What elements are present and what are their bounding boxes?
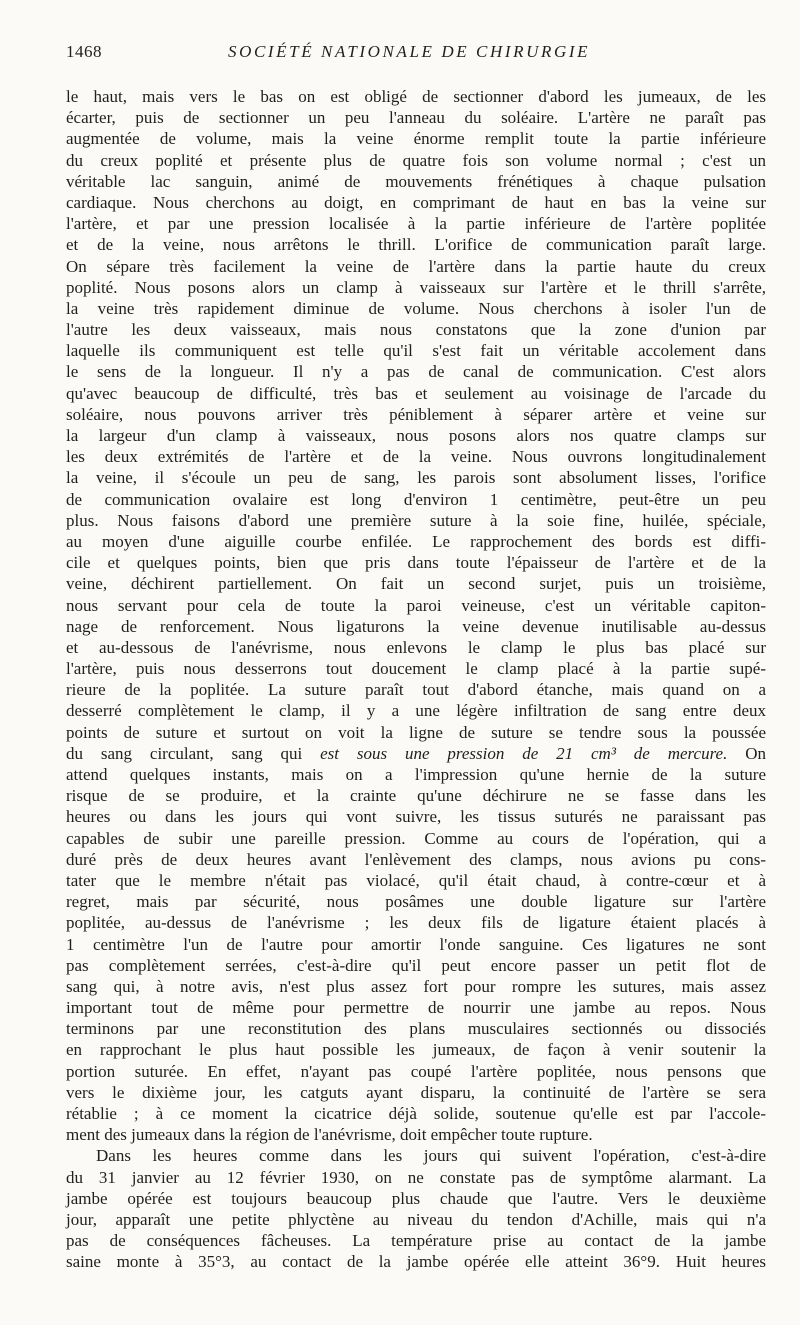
text-line: ment des jumeaux dans la région de l'anévrisme, doit empêcher toute rupture. (66, 1125, 593, 1145)
text-line: poplité. Nous posons alors un clamp à vaisseaux sur l'artère et le thrill s'arrête, (66, 277, 766, 297)
text-line: l'autre les deux vaisseaux, mais nous constatons que la zone d'union par (66, 320, 766, 340)
text-line: jour, apparaît une petite phlyctène au niveau du tendon d'Achille, mais qui n'a (66, 1209, 766, 1229)
text-line: augmentée de volume, mais la veine énorme remplit toute la partie inférieure (66, 129, 766, 149)
text-line: regret, mais par sécurité, nous posâmes une double ligature sur l'artère (66, 892, 766, 912)
text-line: laquelle ils communiquent est telle qu'il s'est fait un véritable accolement dans (66, 341, 766, 361)
text-line: On sépare très facilement la veine de l'artère dans la partie haute du creux (66, 256, 766, 276)
text-line: rétablie ; à ce moment la cicatrice déjà solide, soutenue qu'elle est par l'accole- (66, 1104, 766, 1123)
text-line: soléaire, nous pouvons arriver très péniblement à séparer artère et veine sur (66, 404, 766, 424)
text-line: terminons par une reconstitution des plans musculaires sectionnés ou dissociés (66, 1019, 766, 1039)
text-line: poplitée, au-dessus de l'anévrisme ; les deux fils de ligature étaient placés à (66, 913, 766, 933)
text-line: capables de subir une pareille pression. Comme au cours de l'opération, qui a (66, 828, 766, 848)
text-line: duré près de deux heures avant l'enlèvement des clamps, nous avions pu cons- (66, 849, 766, 869)
text-line: véritable lac sanguin, animé de mouvements frénétiques à chaque pulsation (66, 171, 766, 191)
running-title: SOCIÉTÉ NATIONALE DE CHIRURGIE (228, 42, 591, 61)
text-line: qu'avec beaucoup de difficulté, très bas et seulement au voisinage de l'arcade du (66, 383, 766, 403)
text-line: risque de se produire, et la crainte qu'une déchirure ne se fasse dans les (66, 786, 766, 806)
text-line: la veine, il s'écoule un peu de sang, les parois sont absolument lisses, l'orifice (66, 468, 766, 488)
text-line-with-italic (66, 743, 766, 764)
text-line: vers le dixième jour, les catguts ayant disparu, la continuité de l'artère se sera (66, 1082, 766, 1102)
text-line: l'artère, et par une pression localisée à la partie inférieure de l'artère poplitée (66, 214, 766, 234)
text-line: de communication ovalaire est long d'environ 1 centimètre, peut-être un peu (66, 489, 766, 509)
paragraph-first-line: Dans les heures comme dans les jours qui suivent l'opération, c'est-à-dire (96, 1146, 766, 1166)
text-line: portion suturée. En effet, n'ayant pas coupé l'artère poplitée, nous pensons que (66, 1061, 766, 1081)
text-line: et de la veine, nous arrêtons le thrill. L'orifice de communication paraît large. (66, 235, 766, 255)
text-line: du 31 janvier au 12 février 1930, on ne constate pas de symptôme alarmant. La (66, 1167, 766, 1187)
text-segment: du sang circulant, sang qui (66, 743, 321, 763)
text-line: veine, déchirent partiellement. On fait un second surjet, puis un troisième, (66, 574, 766, 594)
text-line: au moyen d'une aiguille courbe enfilée. Le rapprochement des bords est diffi- (66, 531, 766, 551)
text-line: important tout de même pour permettre de nourrir une jambe au repos. Nous (66, 998, 766, 1018)
text-line: heures ou dans les jours qui vont suivre, les tissus suturés ne paraissant pas (66, 807, 766, 827)
text-line: desserré complètement le clamp, il y a une légère infiltration de sang entre deux (66, 701, 766, 721)
text-line: en rapprochant le plus haut possible les jumeaux, de façon à venir soutenir la (66, 1040, 766, 1060)
text-line: la veine très rapidement diminue de volume. Nous cherchons à isoler l'un de (66, 298, 766, 318)
text-line: l'artère, puis nous desserrons tout doucement le clamp placé à la partie supé- (66, 659, 766, 679)
text-segment: On (727, 743, 767, 763)
text-line: plus. Nous faisons d'abord une première suture à la soie fine, huilée, spéciale, (66, 510, 766, 530)
text-line: la largeur d'un clamp à vaisseaux, nous posons alors nos quatre clamps sur (66, 426, 766, 445)
text-line: pas de conséquences fâcheuses. La température prise au contact de la jambe (66, 1231, 766, 1251)
text-line: cardiaque. Nous cherchons au doigt, en comprimant de haut en bas la veine sur (66, 192, 766, 212)
text-line: tater que le membre n'était pas violacé, qu'il était chaud, à contre-cœur et à (66, 870, 766, 890)
text-line: 1 centimètre l'un de l'autre pour amortir l'onde sanguine. Ces ligatures ne sont (66, 934, 766, 954)
text-line: points de suture et surtout on voit la ligne de suture se tendre sous la poussée (66, 722, 766, 742)
text-line: cile et quelques points, bien que pris dans toute l'épaisseur de l'artère et de la (66, 553, 766, 573)
text-line: pas complètement serrées, c'est-à-dire qu'il peut encore passer un petit flot de (66, 955, 766, 975)
text-line: nage de renforcement. Nous ligaturons la veine devenue inutilisable au-dessus (66, 616, 766, 636)
text-line: jambe opérée est toujours beaucoup plus chaude que l'autre. Vers le deuxième (66, 1188, 766, 1208)
text-line: les deux extrémités de l'artère et de la veine. Nous ouvrons longitudinalement (66, 447, 766, 467)
text-line: nous servant pour cela de toute la paroi veineuse, c'est un véritable capiton- (66, 595, 766, 615)
text-line: écarter, puis de sectionner un peu l'anneau du soléaire. L'artère ne paraît pas (66, 108, 766, 128)
text-line: attend quelques instants, mais on a l'impression qu'une hernie de la suture (66, 765, 766, 784)
text-line: le sens de la longueur. Il n'y a pas de canal de communication. C'est alors (66, 362, 766, 382)
text-line: saine monte à 35°3, au contact de la jambe opérée elle atteint 36°9. Huit heures (66, 1252, 766, 1272)
text-line: du creux poplité et présente plus de quatre fois son volume normal ; c'est un (66, 150, 766, 170)
text-line: le haut, mais vers le bas on est obligé de sectionner d'abord les jumeaux, de les (66, 87, 766, 106)
text-line: rieure de la poplitée. La suture paraît tout d'abord étanche, mais quand on a (66, 680, 766, 700)
page-header (66, 42, 766, 64)
page-number: 1468 (66, 42, 102, 61)
italic-segment: est sous une pression de 21 cm³ de mercure. (320, 743, 728, 763)
body-text (66, 86, 766, 1273)
text-line: et au-dessous de l'anévrisme, nous enlevons le clamp le plus bas placé sur (66, 637, 766, 657)
text-line: sang qui, à notre avis, n'est plus assez fort pour rompre les sutures, mais assez (66, 976, 766, 996)
